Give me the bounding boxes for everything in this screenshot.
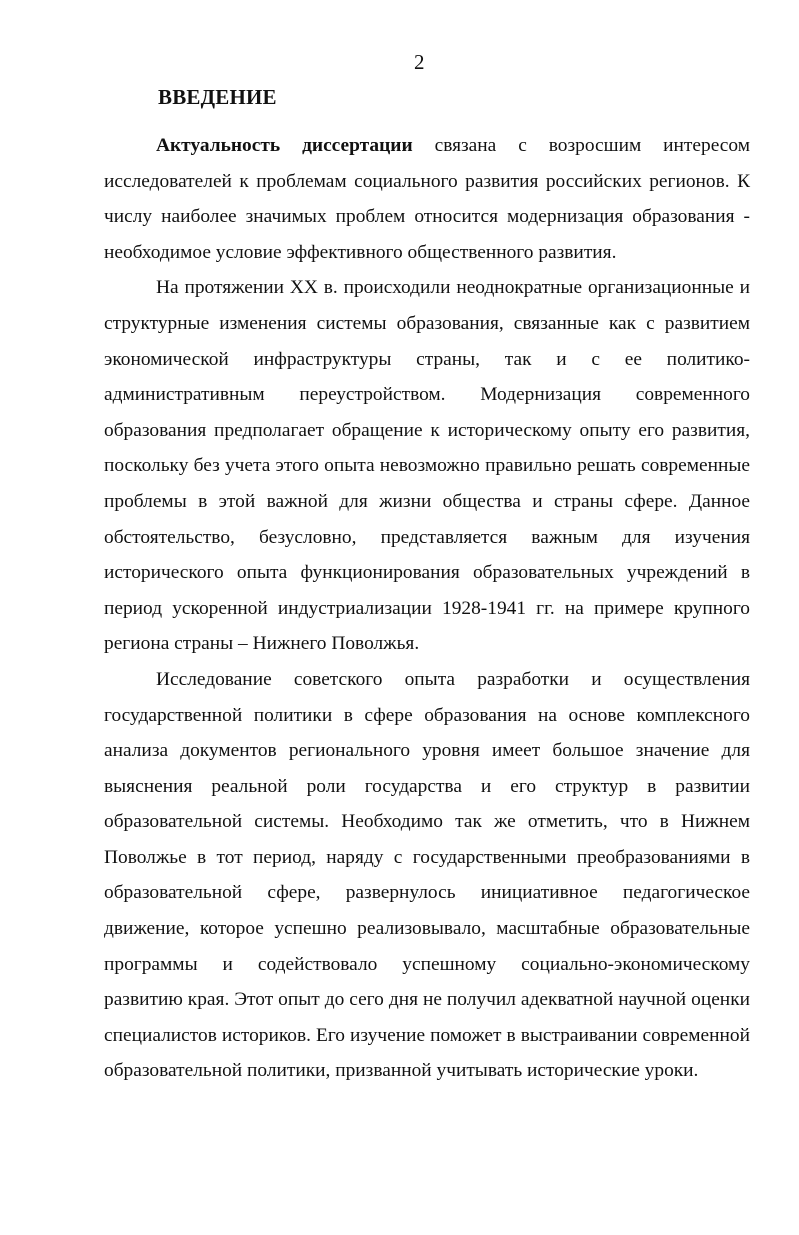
- paragraph-text: Исследование советского опыта разработки и осуществления государственной политики в сфере образования на основе комплексного анализа документов регионального уровня имеет большое значение для выяснения реальной роли государства и его структур в развитии образовательной системы. Необходимо так же отметить, что в Нижнем Поволжье в тот период, наряду с государственными преобразованиями в образовательной сфере, развернулось инициативное педагогическое движение, которое успешно реализовывало, масштабные образовательные программы и содействовало успешному социально-экономическому развитию края. Этот опыт до сего дня не получил адекватной научной оценки специалистов историков. Его изучение поможет в выстраивании современной образовательной политики, призванной учитывать исторические уроки.: [104, 668, 750, 1082]
- body-text: [104, 128, 750, 1089]
- section-heading: ВВЕДЕНИЕ: [158, 85, 277, 109]
- page-number: 2: [414, 50, 425, 74]
- paragraph-text: связана с возросшим интересом исследователей к проблемам социального развития российских регионов. К числу наиболее значимых проблем относится модернизация образования - необходимое условие эффективного общественного развития.: [104, 135, 750, 263]
- paragraph-text: На протяжении XX в. происходили неоднократные организационные и структурные изменения системы образования, связанные как с развитием экономической инфраструктуры страны, так и с ее политико-административным переустройством. Модернизация современного образования предполагает обращение к историческому опыту его развития, поскольку без учета этого опыта невозможно правильно решать современные проблемы в этой важной для жизни общества и страны сфере. Данное обстоятельство, безусловно, представляется важным для изучения исторического опыта функционирования образовательных учреждений в период ускоренной индустриализации 1928-1941 гг. на примере крупного региона страны – Нижнего Поволжья.: [104, 277, 750, 655]
- paragraph-relevance: [104, 128, 750, 270]
- paragraph-research: [104, 662, 750, 1089]
- paragraph-lead-bold: Актуальность диссертации: [156, 135, 413, 156]
- paragraph-modernization: [104, 270, 750, 662]
